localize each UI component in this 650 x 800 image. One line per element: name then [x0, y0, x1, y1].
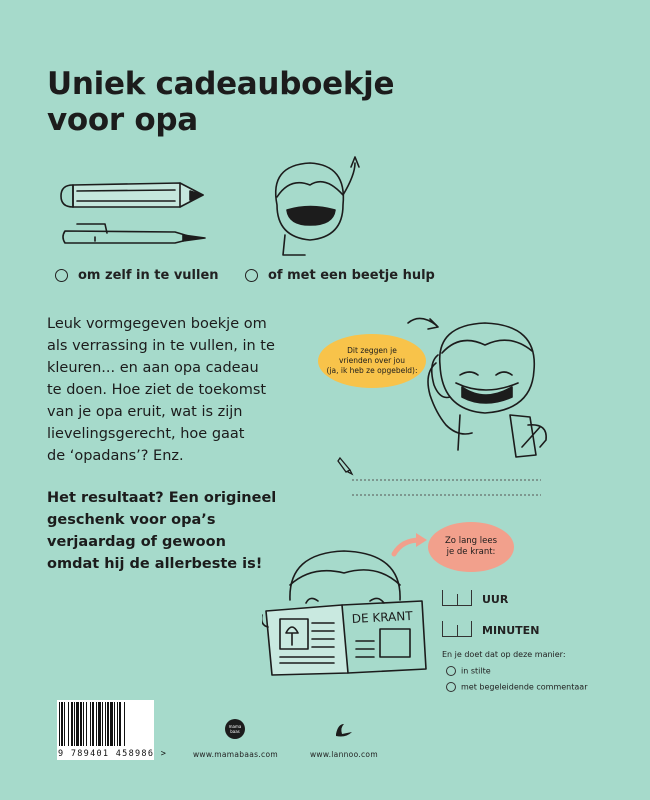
child-raising-hand-illustration: [255, 155, 365, 265]
logo-text: mama baas: [228, 724, 242, 734]
title-line-1: Uniek cadeauboekje: [47, 66, 395, 102]
isbn-text: 9 789401 458986: [58, 749, 155, 759]
description-line: Leuk vormgegeven boekje om: [47, 316, 267, 332]
newspaper-reader-illustration: [262, 545, 427, 680]
conclusion-line: verjaardag of gewoon: [47, 534, 226, 550]
conclusion-line: geschenk voor opa’s: [47, 512, 216, 528]
lannoo-url[interactable]: www.lannoo.com: [310, 750, 378, 759]
description-text: [47, 313, 347, 467]
isbn-number: [58, 749, 167, 759]
child-on-phone-illustration: [400, 305, 560, 465]
bubble-line: (ja, ik heb ze opgebeld):: [326, 366, 418, 375]
description-line: van je opa eruit, wat is zijn: [47, 404, 243, 420]
manner-option-commentary[interactable]: [446, 682, 587, 692]
radio-circle-icon[interactable]: [55, 269, 68, 282]
radio-circle-icon[interactable]: [446, 682, 456, 692]
option-self-fill-label: om zelf in te vullen: [78, 268, 219, 283]
bubble-line: Zo lang lees: [444, 536, 498, 546]
reading-time-bubble: [428, 522, 514, 572]
hours-label: UUR: [482, 593, 509, 606]
newspaper-title: DE KRANT: [351, 608, 413, 626]
hours-field[interactable]: [442, 590, 508, 606]
bubble-line: je de krant:: [446, 547, 496, 557]
title-line-2: voor opa: [47, 102, 198, 138]
hours-box[interactable]: [442, 590, 472, 606]
description-line: de ‘opadans’? Enz.: [47, 448, 184, 464]
isbn-arrow: >: [160, 749, 168, 759]
option-with-help[interactable]: [245, 268, 435, 283]
manner-option-label: in stilte: [461, 666, 491, 676]
bubble-line: Dit zeggen je: [347, 346, 397, 355]
description-line: te doen. Hoe ziet de toekomst: [47, 382, 267, 398]
description-line: kleuren... en aan opa cadeau: [47, 360, 259, 376]
radio-circle-icon[interactable]: [446, 666, 456, 676]
option-with-help-label: of met een beetje hulp: [268, 268, 435, 283]
minutes-box[interactable]: [442, 621, 472, 637]
description-line: als verrassing in te vullen, in te: [47, 338, 275, 354]
conclusion-line: Het resultaat? Een origineel: [47, 490, 277, 506]
pencil-pen-illustration: [55, 175, 215, 255]
minutes-label: MINUTEN: [482, 624, 540, 637]
manner-option-label: met begeleidende commentaar: [461, 682, 588, 692]
writing-lines: [336, 452, 546, 502]
conclusion-line: omdat hij de allerbeste is!: [47, 556, 263, 572]
lannoo-logo-icon: [332, 720, 354, 740]
option-self-fill[interactable]: [55, 268, 219, 283]
manner-question: En je doet dat op deze manier:: [442, 650, 566, 659]
description-line: lievelingsgerecht, hoe gaat: [47, 426, 245, 442]
minutes-field[interactable]: [442, 621, 539, 637]
bubble-line: vrienden over jou: [338, 356, 406, 365]
book-title: [47, 66, 394, 138]
radio-circle-icon[interactable]: [245, 269, 258, 282]
mamabaas-url[interactable]: www.mamabaas.com: [193, 750, 278, 759]
mamabaas-logo: [225, 719, 245, 739]
manner-option-silence[interactable]: [446, 666, 491, 676]
